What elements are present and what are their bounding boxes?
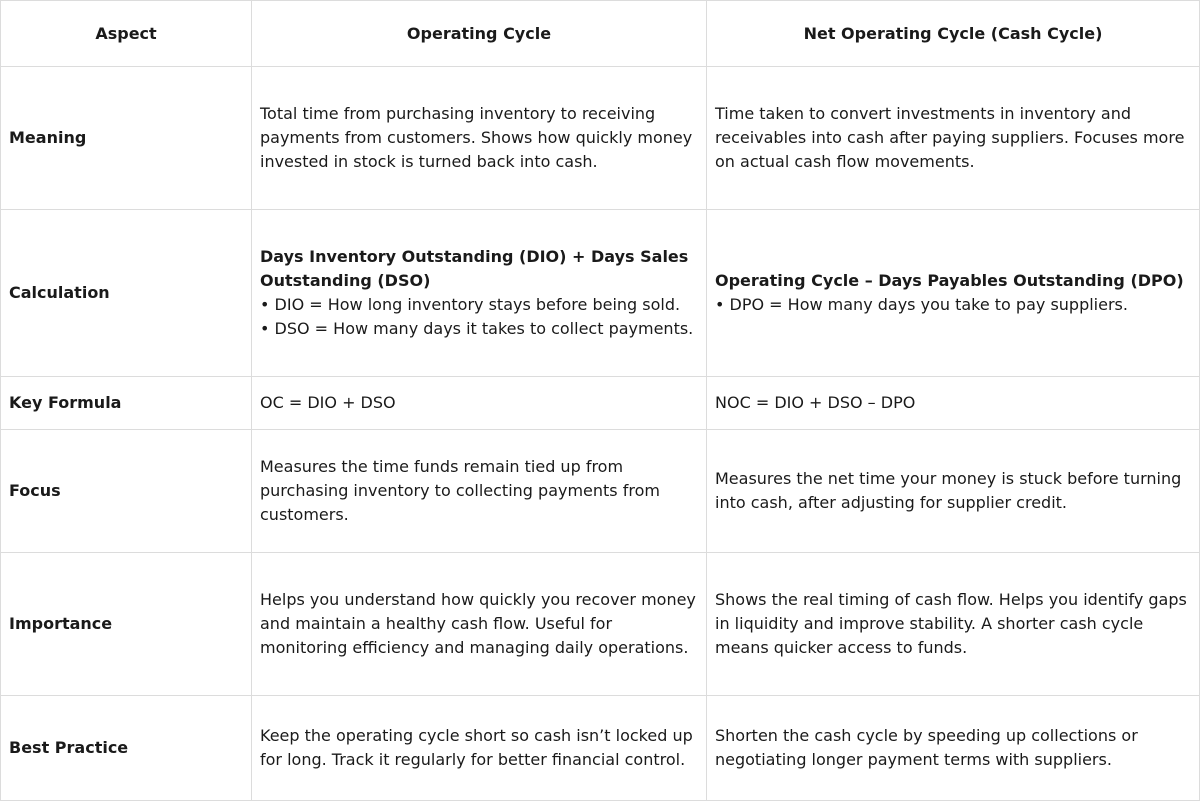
operating-cycle-cell: Keep the operating cycle short so cash isn’t locked up for long. Track it regularly for better financial control. (252, 696, 707, 801)
header-aspect: Aspect (1, 1, 252, 67)
table-row-best-practice (1, 696, 1200, 801)
operating-cycle-cell: Total time from purchasing inventory to receiving payments from customers. Shows how quickly money invested in stock is turned back into cash. (252, 67, 707, 210)
header-operating-cycle: Operating Cycle (252, 1, 707, 67)
aspect-cell: Best Practice (1, 696, 252, 801)
net-operating-cycle-cell (707, 210, 1200, 377)
table-header-row (1, 1, 1200, 67)
aspect-cell: Key Formula (1, 377, 252, 430)
table-row-calculation (1, 210, 1200, 377)
aspect-cell: Meaning (1, 67, 252, 210)
net-operating-cycle-cell: Time taken to convert investments in inventory and receivables into cash after paying suppliers. Focuses more on actual cash flow movements. (707, 67, 1200, 210)
operating-cycle-cell: OC = DIO + DSO (252, 377, 707, 430)
calculation-formula-text: Operating Cycle – Days Payables Outstanding (DPO) (715, 271, 1184, 290)
net-operating-cycle-cell: Shows the real timing of cash flow. Helps you identify gaps in liquidity and improve stability. A shorter cash cycle means quicker access to funds. (707, 553, 1200, 696)
calculation-bullet: • DSO = How many days it takes to collect payments. (260, 319, 694, 338)
aspect-cell: Focus (1, 430, 252, 553)
operating-cycle-cell: Measures the time funds remain tied up from purchasing inventory to collecting payments from customers. (252, 430, 707, 553)
operating-cycle-cell: Helps you understand how quickly you recover money and maintain a healthy cash flow. Useful for monitoring efficiency and managing daily operations. (252, 553, 707, 696)
aspect-cell: Calculation (1, 210, 252, 377)
operating-cycle-cell (252, 210, 707, 377)
calculation-bullet: • DIO = How long inventory stays before being sold. (260, 295, 681, 314)
table-row-focus (1, 430, 1200, 553)
calculation-formula-text: Days Inventory Outstanding (DIO) + Days Sales Outstanding (DSO) (260, 247, 689, 290)
header-net-operating-cycle: Net Operating Cycle (Cash Cycle) (707, 1, 1200, 67)
net-operating-cycle-cell: Measures the net time your money is stuck before turning into cash, after adjusting for supplier credit. (707, 430, 1200, 553)
aspect-cell: Importance (1, 553, 252, 696)
net-operating-cycle-cell: NOC = DIO + DSO – DPO (707, 377, 1200, 430)
net-operating-cycle-cell: Shorten the cash cycle by speeding up collections or negotiating longer payment terms with suppliers. (707, 696, 1200, 801)
calculation-bullet: • DPO = How many days you take to pay suppliers. (715, 295, 1128, 314)
table-row-importance (1, 553, 1200, 696)
table-row-key-formula (1, 377, 1200, 430)
table-row-meaning (1, 67, 1200, 210)
